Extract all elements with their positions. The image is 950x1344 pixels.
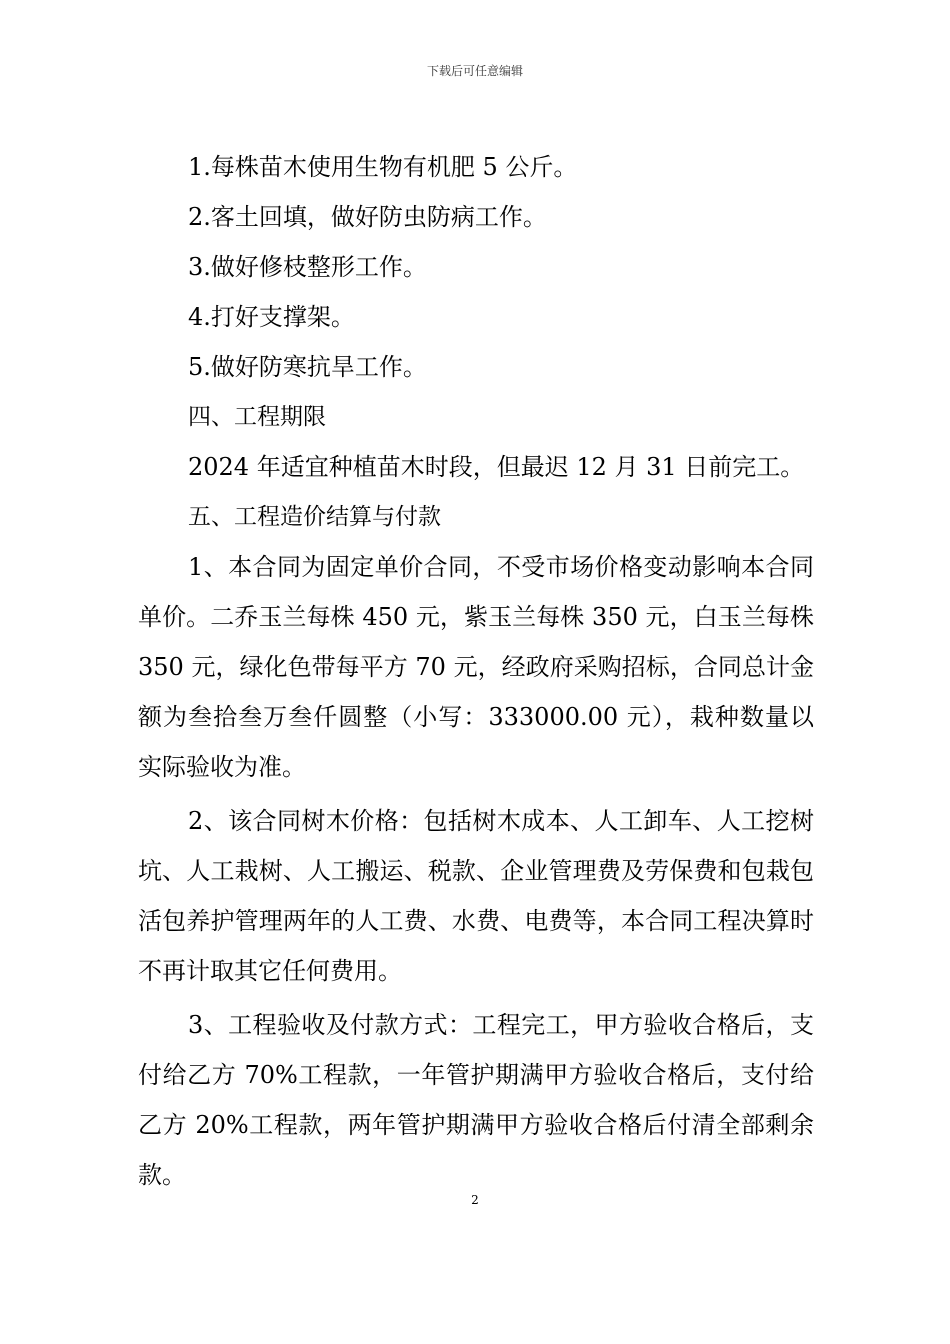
list-item: 5.做好防寒抗旱工作。 xyxy=(188,353,427,381)
list-item: 3.做好修枝整形工作。 xyxy=(188,253,427,281)
list-item: 2.客土回填，做好防虫防病工作。 xyxy=(188,203,547,231)
payment-paragraph-1: 1、本合同为固定单价合同，不受市场价格变动影响本合同单价。二乔玉兰每株 450 元，紫玉兰每株 350 元，白玉兰每株 350 元，绿化色带每平方 70 元，经政府采购招标，合同总计金额为叁拾叁万叁仟圆整（小写：333000.00 元），栽种数量以实际验收为准。 xyxy=(138,553,814,781)
list-item: 1.每株苗木使用生物有机肥 5 公斤。 xyxy=(188,153,578,181)
payment-paragraph-2: 2、该合同树木价格：包括树木成本、人工卸车、人工挖树坑、人工栽树、人工搬运、税款、企业管理费及劳保费和包栽包活包养护管理两年的人工费、水费、电费等，本合同工程决算时不再计取其它任何费用。 xyxy=(138,807,814,985)
section-heading-payment: 五、工程造价结算与付款 xyxy=(188,504,441,530)
page-number: 2 xyxy=(471,1193,479,1207)
duration-text: 2024 年适宜种植苗木时段，但最迟 12 月 31 日前完工。 xyxy=(188,453,805,481)
section-heading-duration: 四、工程期限 xyxy=(188,404,326,430)
page-header-note: 下载后可任意编辑 xyxy=(426,64,523,78)
list-item: 4.打好支撑架。 xyxy=(188,303,355,331)
document-body xyxy=(138,142,814,1204)
payment-paragraph-3: 3、工程验收及付款方式：工程完工，甲方验收合格后，支付给乙方 70%工程款，一年管护期满甲方验收合格后，支付给乙方 20%工程款，两年管护期满甲方验收合格后付清全部剩余款。 xyxy=(138,1011,814,1189)
